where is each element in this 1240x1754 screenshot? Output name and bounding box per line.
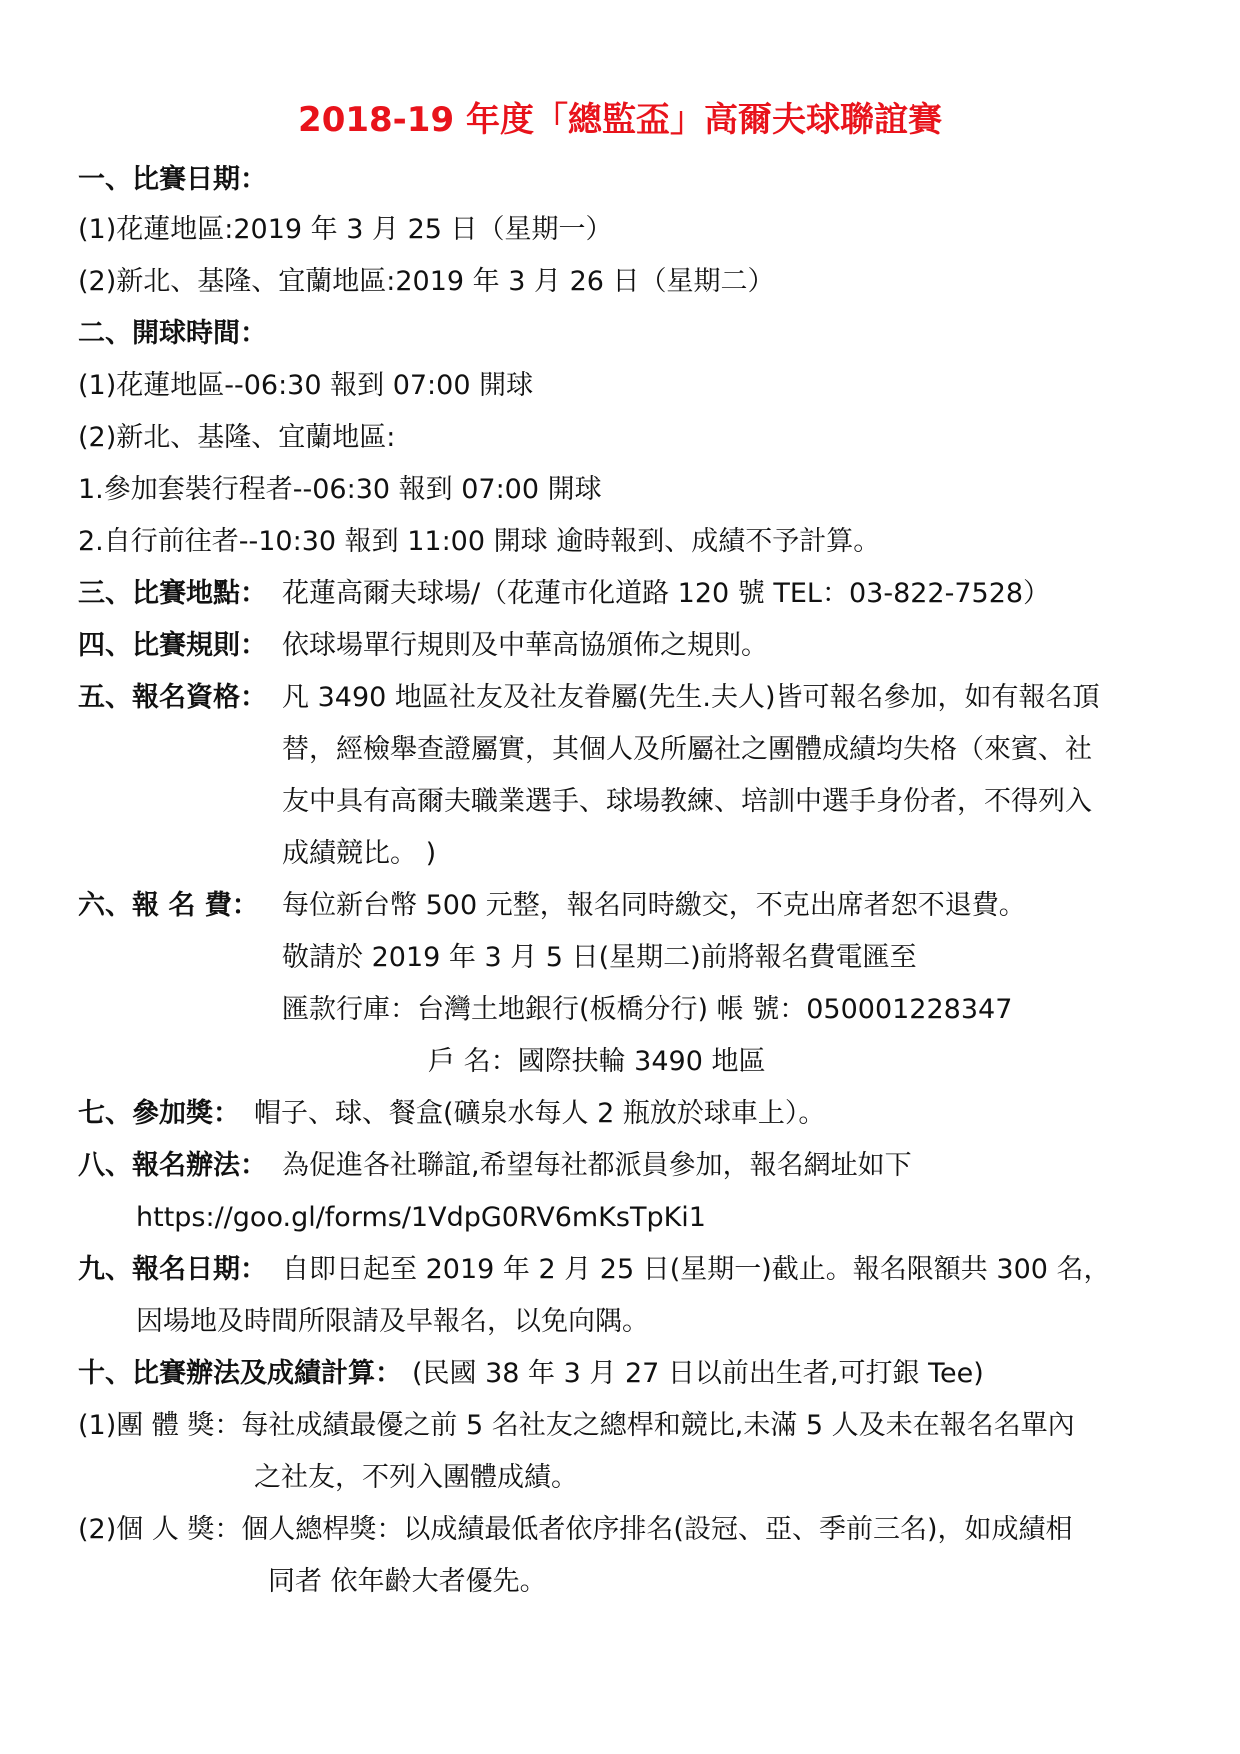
s6-line-1: 每位新台幣 500 元整，報名同時繳交，不克出席者恕不退費。 [282,890,1026,921]
registration-url-link[interactable]: https://goo.gl/forms/1VdpG0RV6mKsTpKi1 [136,1202,706,1233]
s1-line-1: (1)花蓮地區:2019 年 3 月 25 日（星期一） [78,214,613,245]
section-7-heading: 七、參加獎： [78,1098,240,1129]
s4-text: 依球場單行規則及中華高協頒佈之規則。 [282,630,768,661]
section-2-heading: 二、開球時間： [78,318,267,349]
s7-text: 帽子、球、餐盒(礦泉水每人 2 瓶放於球車上）。 [254,1098,826,1129]
s10-team-award: (1)團 體 獎：每社成績最優之前 5 名社友之總桿和競比,未滿 5 人及未在報名名單內 [78,1410,1075,1441]
s6-line-2: 敬請於 2019 年 3 月 5 日(星期二)前將報名費電匯至 [282,942,917,973]
s5-line-3: 友中具有高爾夫職業選手、球場教練、培訓中選手身份者，不得列入 [282,786,1092,817]
section-6-heading: 六、報 名 費： [78,890,259,921]
s5-line-2: 替，經檢舉查證屬實，其個人及所屬社之團體成績均失格（來賓、社 [282,734,1092,765]
s2-line-2: (2)新北、基隆、宜蘭地區: [78,422,396,453]
section-10-heading: 十、比賽辦法及成績計算： [78,1358,402,1389]
section-1-heading: 一、比賽日期： [78,164,267,195]
s9-line-2: 因場地及時間所限請及早報名，以免向隅。 [136,1306,649,1337]
s9-line-1: 自即日起至 2019 年 2 月 25 日(星期一)截止。報名限額共 300 名， [282,1254,1111,1285]
section-5-heading: 五、報名資格： [78,682,267,713]
s3-text: 花蓮高爾夫球場/（花蓮市化道路 120 號 TEL：03-822-7528） [282,578,1051,609]
s2-line-4: 2.自行前往者--10:30 報到 11:00 開球 逾時報到、成績不予計算。 [78,526,881,557]
document-title: 2018-19 年度「總監盃」高爾夫球聯誼賽 [298,100,942,140]
section-8-heading: 八、報名辦法： [78,1150,267,1181]
section-9-heading: 九、報名日期： [78,1254,267,1285]
s5-line-1: 凡 3490 地區社友及社友眷屬(先生.夫人)皆可報名參加，如有報名頂 [282,682,1100,713]
s1-line-2: (2)新北、基隆、宜蘭地區:2019 年 3 月 26 日（星期二） [78,266,775,297]
s2-line-1: (1)花蓮地區--06:30 報到 07:00 開球 [78,370,534,401]
s8-text: 為促進各社聯誼,希望每社都派員參加，報名網址如下 [282,1150,912,1181]
s10-text: (民國 38 年 3 月 27 日以前出生者,可打銀 Tee) [412,1358,984,1389]
s6-line-4: 戶 名：國際扶輪 3490 地區 [428,1046,766,1077]
s5-line-4: 成績競比。 ) [282,838,437,869]
s6-line-3: 匯款行庫：台灣土地銀行(板橋分行) 帳 號：050001228347 [282,994,1013,1025]
section-3-heading: 三、比賽地點： [78,578,267,609]
s10-individual-award: (2)個 人 獎：個人總桿獎：以成績最低者依序排名(設冠、亞、季前三名)，如成績相 [78,1514,1073,1545]
section-4-heading: 四、比賽規則： [78,630,267,661]
s10-individual-award-cont: 同者 依年齡大者優先。 [268,1566,547,1597]
s10-team-award-cont: 之社友，不列入團體成績。 [254,1462,578,1493]
s2-line-3: 1.參加套裝行程者--06:30 報到 07:00 開球 [78,474,602,505]
